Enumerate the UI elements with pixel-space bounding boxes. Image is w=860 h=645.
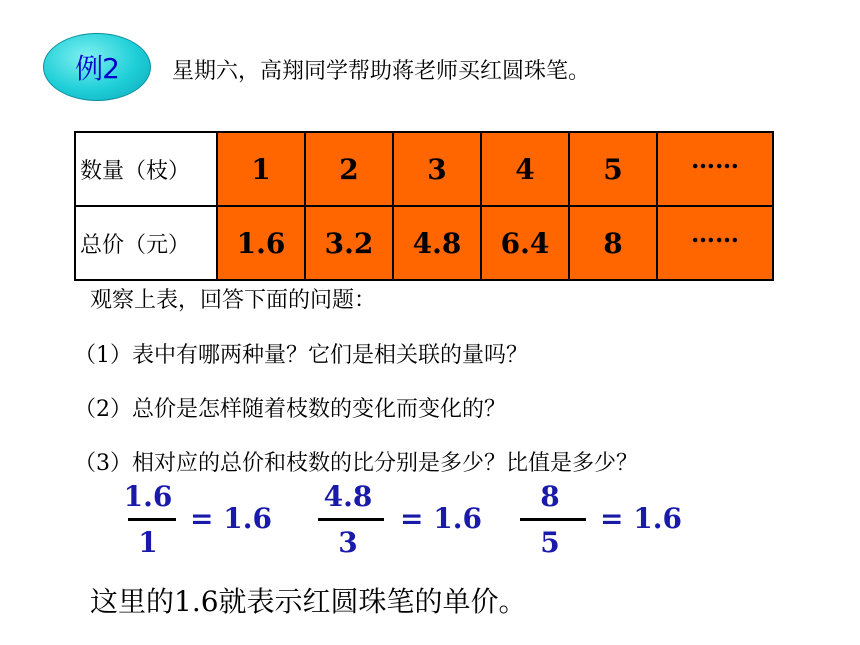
fraction-numerator: 1.6: [123, 480, 173, 513]
fraction-bar: [128, 518, 176, 521]
question-1: （1）表中有哪两种量？它们是相关联的量吗？: [74, 343, 528, 368]
fraction-bar: [318, 518, 384, 521]
price-table: [74, 131, 774, 281]
total-price-cell: 8: [569, 206, 657, 280]
question-2: （2）总价是怎样随着枝数的变化而变化的？: [74, 397, 506, 422]
fraction-result: = 1.6: [600, 502, 682, 535]
example-badge-label: 例2: [75, 52, 119, 85]
quantity-cell: 3: [393, 132, 481, 206]
total-price-cell: 3.2: [305, 206, 393, 280]
total-price-cell: 1.6: [217, 206, 305, 280]
fraction-bar: [520, 518, 586, 521]
total-price-cell: 4.8: [393, 206, 481, 280]
fraction-denominator: 3: [338, 526, 358, 559]
quantity-cell: 4: [481, 132, 569, 206]
quantity-header: 数量（枝）: [75, 132, 217, 206]
fraction-denominator: 5: [540, 526, 560, 559]
total-price-cell: 6.4: [481, 206, 569, 280]
total-price-header: 总价（元）: [75, 206, 217, 280]
quantity-cell: 1: [217, 132, 305, 206]
conclusion-text: 这里的1.6就表示红圆珠笔的单价。: [90, 585, 527, 618]
fraction-numerator: 4.8: [323, 480, 373, 513]
total-price-ellipsis: ……: [657, 206, 773, 280]
total-price-row: [75, 206, 773, 280]
question-3: （3）相对应的总价和枝数的比分别是多少？比值是多少？: [74, 451, 638, 476]
quantity-cell: 2: [305, 132, 393, 206]
fraction-denominator: 1: [138, 526, 158, 559]
example-badge: [43, 33, 151, 101]
quantity-ellipsis: ……: [657, 132, 773, 206]
quantity-row: [75, 132, 773, 206]
fraction-result: = 1.6: [190, 502, 272, 535]
prompt-text: 观察上表，回答下面的问题：: [90, 288, 377, 313]
intro-text: 星期六，高翔同学帮助蒋老师买红圆珠笔。: [172, 59, 591, 84]
fraction-result: = 1.6: [400, 502, 482, 535]
fraction-numerator: 8: [540, 480, 560, 513]
quantity-cell: 5: [569, 132, 657, 206]
